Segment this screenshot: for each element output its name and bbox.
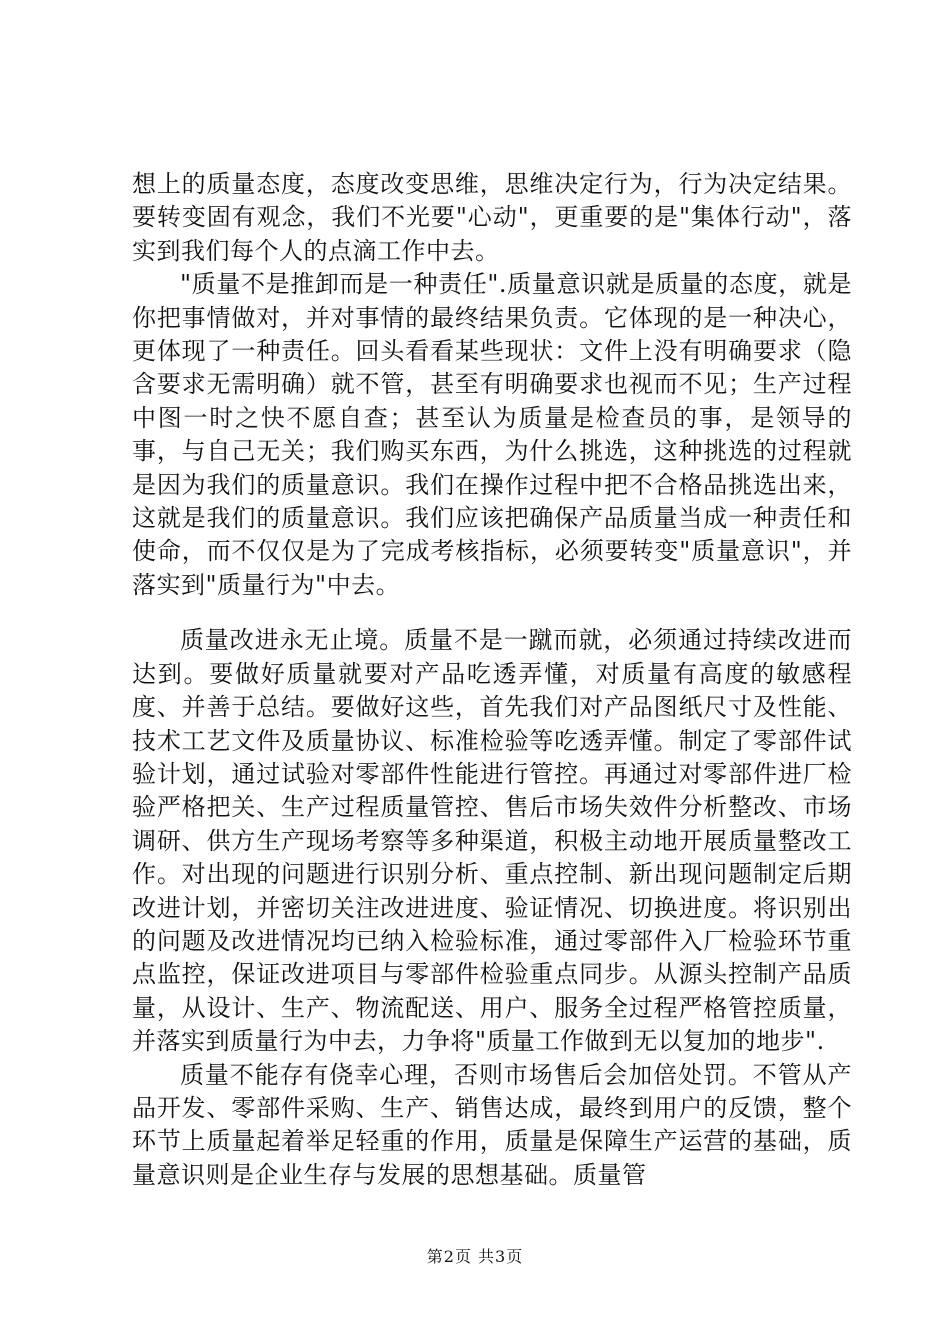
- paragraph-2: "质量不是推卸而是一种责任".质量意识就是质量的态度，就是你把事情做对，并对事情的最终结果负责。它体现的是一种决心，更体现了一种责任。回头看看某些现状：文件上没有明确要求（隐含要求无需明确）就不管，甚至有明确要求也视而不见；生产过程中图一时之快不愿自查；甚至认为质量是检查员的事，是领导的事，与自己无关；我们购买东西，为什么挑选，这种挑选的过程就是因为我们的质量意识。我们在操作过程中把不合格品挑选出来，这就是我们的质量意识。我们应该把确保产品质量当成一种责任和使命，而不仅仅是为了完成考核指标，必须要转变"质量意识"，并落实到"质量行为"中去。: [132, 270, 852, 599]
- body-text: [132, 168, 852, 1192]
- paragraph-4: 质量不能存有侥幸心理，否则市场售后会加倍处罚。不管从产品开发、零部件采购、生产、销售达成，最终到用户的反馈，整个环节上质量起着举足轻重的作用，质量是保障生产运营的基础，质量意识则是企业生存与发展的思想基础。质量管: [132, 1060, 852, 1189]
- paragraph-3: 质量改进永无止境。质量不是一蹴而就，必须通过持续改进而达到。要做好质量就要对产品吃透弄懂，对质量有高度的敏感程度、并善于总结。要做好这些，首先我们对产品图纸尺寸及性能、技术工艺文件及质量协议、标准检验等吃透弄懂。制定了零部件试验计划，通过试验对零部件性能进行管控。再通过对零部件进厂检验严格把关、生产过程质量管控、售后市场失效件分析整改、市场调研、供方生产现场考察等多种渠道，积极主动地开展质量整改工作。对出现的问题进行识别分析、重点控制、新出现问题制定后期改进计划，并密切关注改进进度、验证情况、切换进度。将识别出的问题及改进情况均已纳入检验标准，通过零部件入厂检验环节重点监控，保证改进项目与零部件检验重点同步。从源头控制产品质量，从设计、生产、物流配送、用户、服务全过程严格管控质量，并落实到质量行为中去，力争将"质量工作做到无以复加的地步".: [132, 626, 852, 1056]
- paragraph-1: 想上的质量态度，态度改变思维，思维决定行为，行为决定结果。要转变固有观念，我们不光要"心动"，更重要的是"集体行动"，落实到我们每个人的点滴工作中去。: [132, 170, 852, 265]
- page-number-label: 第2页 共3页: [426, 1247, 524, 1266]
- page-footer: [0, 1244, 950, 1267]
